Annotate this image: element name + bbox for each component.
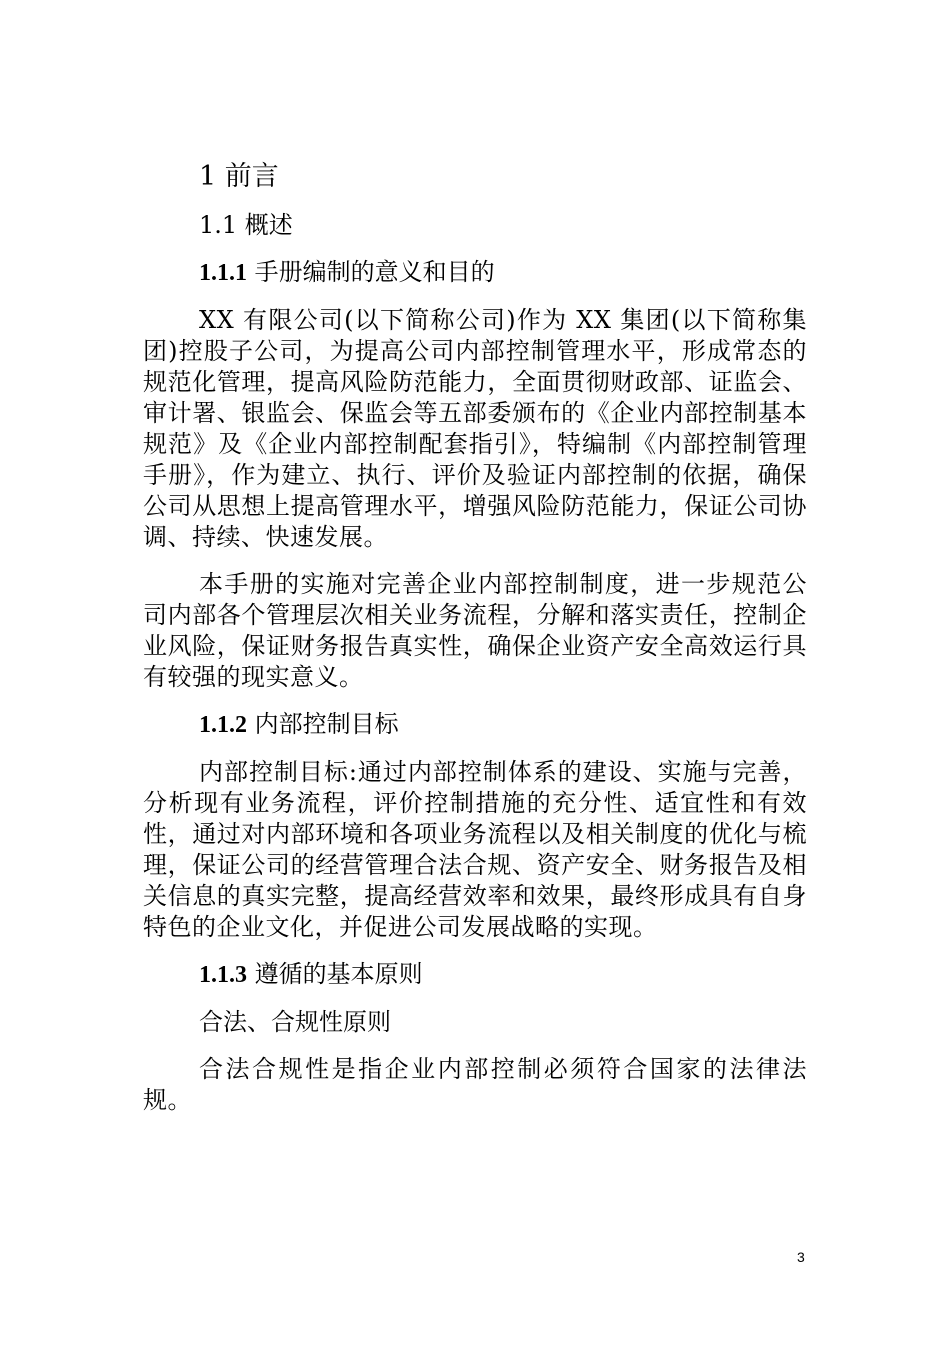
page-number: 3 (797, 1249, 805, 1265)
subsection-title: 手册编制的意义和目的 (247, 258, 495, 286)
paragraph: 内部控制目标:通过内部控制体系的建设、实施与完善，分析现有业务流程，评价控制措施的充分性、适宜性和有效性，通过对内部环境和各项业务流程以及相关制度的优化与梳理，保证公司的经营管理合法合规、资产安全、财务报告及相关信息的真实完整，提高经营效率和效果，最终形成具有自身特色的企业文化，并促进公司发展战略的实现。 (143, 758, 807, 941)
subsection-number: 1.1.1 (199, 260, 247, 286)
subsection-heading-1 (143, 257, 807, 289)
subsection-heading-3 (143, 959, 807, 991)
subsection-title: 遵循的基本原则 (247, 960, 423, 988)
section-heading: 1.1 概述 (199, 211, 293, 239)
paragraph: 本手册的实施对完善企业内部控制制度，进一步规范公司内部各个管理层次相关业务流程，分解和落实责任，控制企业风险，保证财务报告真实性，确保企业资产安全高效运行具有较强的现实意义。 (143, 570, 807, 691)
paragraph: XX 有限公司(以下简称公司)作为 XX 集团(以下简称集团)控股子公司，为提高公司内部控制管理水平，形成常态的规范化管理，提高风险防范能力，全面贯彻财政部、证监会、审计署、银监会、保监会等五部委颁布的《企业内部控制基本规范》及《企业内部控制配套指引》，特编制《内部控制管理手册》，作为建立、执行、评价及验证内部控制的依据，确保公司从思想上提高管理水平，增强风险防范能力，保证公司协调、持续、快速发展。 (143, 306, 807, 551)
subsection-title: 内部控制目标 (247, 710, 399, 738)
paragraph: 合法合规性是指企业内部控制必须符合国家的法律法规。 (143, 1055, 807, 1114)
subsection-heading-2 (143, 709, 807, 741)
chapter-heading: 1 前言 (199, 161, 279, 192)
principle-heading: 合法、合规性原则 (199, 1008, 391, 1036)
page-content (143, 160, 807, 1132)
subsection-number: 1.1.2 (199, 712, 247, 738)
subsection-number: 1.1.3 (199, 962, 247, 988)
